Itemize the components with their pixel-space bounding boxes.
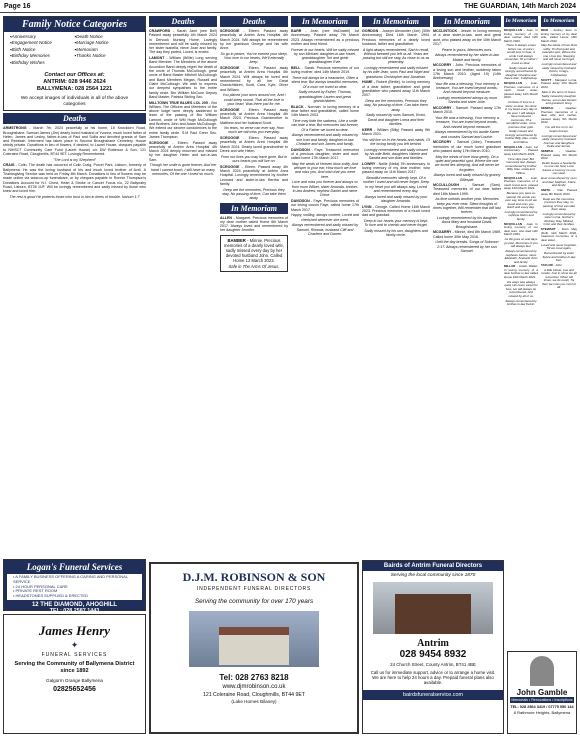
notice-entry: DAVIDSON - Faye. Treasured memories of a precious daughter, sister and aunt, called home 17th March 2017. xyxy=(291,147,359,161)
henry-logo-icon: ✦ xyxy=(70,640,79,650)
memoriam-heading-4: In Memoriam xyxy=(291,16,359,27)
notice-entry: SCROGGIE - Eileen. Passed away 4th March 2024 peacefully at Antrim Area Hospital. Lovingly remembered by brother Leonard and sister-in-law Bertha and family. xyxy=(220,164,288,186)
notice-verse: Always remembered by nephews James, niece Elizabeth, husband John and family. xyxy=(504,249,538,264)
notice-entry: SEMPLE - Heather. Precious memories of a dear wife and mother, passed away 9th March 2022. xyxy=(541,106,577,125)
notice-entry: MCQUILLAN - Joan. In loving memory of my dear mother, died 12th March 2023. xyxy=(504,28,538,43)
notice-verse: Ever remembered by mum and dad, Stephen, Claire and family. xyxy=(541,176,577,188)
bairds-phone: 028 9454 8932 xyxy=(399,649,467,660)
column-4 xyxy=(291,16,359,559)
notice-entry: LYNN - George. Called Home 16th March 2023. Precious memories of a much loved dad and grandad. xyxy=(362,204,430,218)
ballymena-phone: 028 2564 1221 xyxy=(74,86,113,93)
notice-verse: Lovingly remembered and sadly missed by husband Norman and daughters Kellie and Jennie. xyxy=(541,133,577,149)
notice-entry: BELL - Sarah. Precious memories of our loving mother, died 14th March 2019. xyxy=(291,66,359,75)
notice-verse: The rest is good He protects those who trust in him in times of trouble. Nahum 1:7 xyxy=(9,194,140,199)
notice-verse: Remembered by sister Sylvia and brother-in-law Ken. xyxy=(542,251,576,263)
notice-verse: Deep are the memories, Precious they stay, No passing of time, Can take them away. xyxy=(364,99,428,112)
bairds-web: bairdsfuneralservice.com xyxy=(363,690,503,700)
logans-service-item: • HEADSTONES SUPPLIED & ERECTED xyxy=(13,593,88,599)
category-item: ▪ Birth Notice xyxy=(10,47,75,53)
deaths-heading-2: Deaths xyxy=(149,16,217,27)
notice-verse: Safe in the arms of Jesus. xyxy=(541,89,577,94)
notice-verse: A tribute of love to a sister so dear, So close in my heart every day of the year. I will always have treasured memories, Of a wonderful sister, more precious than gold. xyxy=(504,100,537,129)
notice-verse: Deep are the memories, Precious they stay, No passing of time, Can take them away. xyxy=(222,187,286,201)
logans-ad xyxy=(3,559,146,614)
notice-entry: MCGARRY - Minnie, died 8th March 1989. Called home 30th May 2016. xyxy=(433,230,501,239)
notice-verse: Lovingly remembered by his daughter Anna Mary and husband David, Broughshane. xyxy=(436,216,498,229)
notice-verse: May the winds of love blow gently, On a quiet and peaceful spot, Where the one we loved lies sleeping, And will never be forgotten. xyxy=(434,154,500,172)
notice-verse: Sadly missed by sons Samuel, Erwin, David and daughter Lorna and their families. xyxy=(366,113,426,126)
notice-verse: Because you were so special, No words can ever say, How much we loved and miss you, Each and every day. xyxy=(505,191,537,210)
notice-entry: MCQUILLAN - Joan. In loving memory of our dear aunt, who died 12th March 2023. xyxy=(504,221,538,237)
notice-entry: LAMONT - William (Willie) Long serving Band Member. The Members of the above Accordion Band deeply regret the death of the uncle of Thomas McCullough, great uncle of Band Master Mitchell McCullough and Band Members Megan, Russell and Claire McCullough. We wish to express our deepest sympathies to the entire family circle. Bro William McCune Deputy Band Master, Patricia Stirling Sec. xyxy=(149,56,217,99)
deaths-list xyxy=(3,126,146,199)
notice-verse: Sadly missed by Esther, Thomas, granddaughter Lauren and great grandchildren. xyxy=(298,90,352,104)
notice-verse: Lovingly remembered and sadly missed by husband Kelvin, Craigs, Cullybackey. xyxy=(541,62,577,77)
notice-entry: ARMSTRONG - March 7th, 2024 peacefully at his home, 15 Knocklorn Road, Broughshane, Samuel James (Jim) dearly loved husband of Yvonne, much loved father of Helen, James and Lesley, father-in-law of Paul and Soilla and devoted granda of Sam and Rebekah. Interment has taken place in Second Broughshane Cemetery. House strictly private. Donations in lieu of flowers, if desired, to Laurel House, cheques payable to NIHSCT Community Care Fund (Laurel House) c/o DW Robinson & Son, 121 Coleraine Road, Cloughmills, BT44 9ET. Lovingly Remembered. xyxy=(3,126,146,156)
category-item: ▪ Engagement Notice xyxy=(10,40,75,46)
deaths-heading-3: Deaths xyxy=(220,16,288,27)
contact-block: Contact our Offices at: ANTRIM: 028 9446 2624 BALLYMENA: 028 2564 1221 xyxy=(36,72,113,93)
category-item: ▪ Anniversary xyxy=(10,34,75,40)
notice-verse: Always remembered by brother-in-law Kelvin. xyxy=(505,298,537,307)
notice-verse: Lovingly remembered always by mum Sandra and sister Julie. xyxy=(436,96,498,105)
column-2 xyxy=(149,16,217,559)
robinson-web: www.djmrobinson.co.uk xyxy=(222,684,286,690)
notice-entry: SCOTT - Margaret Lorna. Passed away 17th March 2023. xyxy=(541,77,577,89)
robinson-photo xyxy=(189,611,319,667)
column-3 xyxy=(220,16,288,559)
memoriam-heading-7: In Memoriam xyxy=(504,16,538,27)
notice-entry: LOWRY - Nellie (Nelia) 7th anniversary. In loving memory of my dear mother, who passed away on 11th March 2017. xyxy=(362,161,430,175)
notice-verse: A little tribute, true and tender, Just to show we all remember. When old times, we do recall, Tis then we miss you most of all. xyxy=(541,267,577,290)
category-item: ▪ Memoriam xyxy=(75,47,140,53)
notice-entry: SCROGGIE - Eileen. Passed away peacefully at Antrim Area Hospital 4th March 2024. Precious Grandmother to Matthew and her husband Scott. xyxy=(220,107,288,125)
notice-verse: Your life was a blessing, Your memory a treasure, You are loved beyond words, And missed beyond measure. xyxy=(435,116,499,129)
notice-verse: As time unfolds another year, Memories keep you ever near, Silent thoughts of times together, Will remember that will last forever. xyxy=(433,197,501,215)
notice-entry: MCCORRY - Samuel. Passed away 17th March 2010. xyxy=(433,106,501,115)
notice-verse: Beautiful memories silently kept, Of a mother I loved and will never forget. Deep in my heart you will always stay, Loved and remembered every day. xyxy=(362,176,430,193)
notice-verse: May the winds of love blow softly, On that quiet and peaceful spot, Where the one I love lies, Sleeping and will never be forgot. xyxy=(541,43,577,62)
paper-title: THE GUARDIAN, 14th March 2024 xyxy=(463,2,576,10)
notice-verse: As life goes on and days go past, Memories of you will always last. xyxy=(504,237,538,249)
notice-verse: Love and miss you forever and always xx from mum Wilber, sister Amanda, brother-in-law Andrew, nephew Daniel and niece Chloe. xyxy=(291,180,359,198)
notice-verse: Deep are the memories, precious they stay, no passing of time can take them away. xyxy=(542,196,576,212)
memoriam-heading-6: In Memoriam xyxy=(433,16,501,27)
category-item: ▪ Death Notice xyxy=(75,34,140,40)
logans-tel: TEL: 028 2587 1443 xyxy=(49,607,100,614)
gamble-ad: John Gamble Memorials • Renovations • Inscriptions TEL: 028 2564 3419 / 07775 950 144 8 Rathmore Heights, Ballymena xyxy=(507,651,577,734)
column-8 xyxy=(541,16,577,648)
notice-verse: You will live on In our hearts forever. xyxy=(544,125,574,133)
category-item: ▪ Thanks Notice xyxy=(75,53,140,59)
bairds-photo xyxy=(373,582,493,634)
image-note: We accept images of individuals in all of the above categories xyxy=(20,96,129,107)
notice-verse: May the winds of Heaven blow softly, And whisper in your ear, How much we love and miss you, And wish that you were here. xyxy=(291,161,359,179)
column-7 xyxy=(504,16,538,648)
notice-verse: Forever in our hearts. Will be sadly missed by son Michael, daughter-in-law Hazel, granddaughter Tori and great granddaughter Evie. xyxy=(291,47,359,65)
bairds-town: Antrim xyxy=(417,638,449,649)
robinson-name: D.J.M. ROBINSON & SON xyxy=(182,570,326,584)
logans-title: Logan's Funeral Services xyxy=(26,562,123,572)
notice-verse: Lovingly remembered by nephew Glenn and family. xyxy=(504,209,538,221)
column-1 xyxy=(3,16,146,559)
deaths-list-3 xyxy=(220,29,288,201)
notice-verse: Though her smile is gone forever, And her hand I cannot touch, I still have so many memories, Of the one I loved so much. xyxy=(149,163,217,177)
notice-verse: There will always be a heartache, Often a silent tear, But always beautiful memories, Of a mum we loved so dear. xyxy=(291,76,359,89)
robinson-ad: D.J.M. ROBINSON & SON INDEPENDENT FUNERAL DIRECTORS Serving the community for over 170 years Tel: 028 2763 8218 www.djmrobinson.co.uk 121 Coleraine Road, Cloughmills, BT44 9ET (Lake Homes Bilaney) xyxy=(149,562,359,734)
notice-entry: SCROGGIE - Eileen. Passed away peacefully at Antrim Area Hospital 4th March 2024. Will always be remembered by her grandson George and his wife Anne. xyxy=(220,29,288,51)
family-notice-box xyxy=(3,16,146,111)
notice-verse: You still live on in the hearts and minds, Of the loving family you left behind. xyxy=(362,137,430,146)
memoriam-heading-3: In Memoriam xyxy=(220,203,288,214)
bamber-notice: BAMBER - Minnie. Precious memories of a dearly loved wife, sadly missed every day by her devoted husband John. Called Home 12 March 2023. Safe in The Arms Of Jesus. xyxy=(220,235,288,272)
notice-verse: Always remembered and sadly missed by Samuel, Rhonda, husband Cliff and Charlene and Darren. xyxy=(291,223,359,236)
notice-entry: CRAIG - Colin. The death has occurred of Colin Craig, Purcel Park, Lisburn, formerly of Ballymena. He was the loving husband of Iris and much loved brother of Avril. A Thanksgiving Service was held on Friday 8th March. Donations in lieu of flowers may be made online via www.co-op funeralcare, or by cheques payable to Ronnie Thompson's Donations Account for N.I. Chest, Heart & Stroke or Cancer Focus c/o, 22 Ballynahy Road, Lisburn, BT28 1UF. Will be lovingly remembered and sadly missed by those who knew and loved him. xyxy=(3,163,146,194)
notice-entry: MCQUILLAN - Joan. Precious memories of a much loved sister, passed away 12th March 2023. xyxy=(504,81,538,100)
bairds-ad: Bairds of Antrim Funeral Directors Serving the local community since 1870 Antrim 028 9454 8932 24 Church Street, County Antrim, BT41 4BE Call us for immediate support, advice or to arrange a home visit. We are here to help 24 hours a day. Prepaid funeral plans also available. bairdsfuneralservice.com xyxy=(362,560,504,734)
notice-verse: Lovingly remembered by sister Lorna, brother's Rodney, Ray, Mildred, Colin and their families. xyxy=(542,211,576,227)
notice-verse: Time may hide the sadness, Like a smile can hide a tear, But memories last forever, Of a Father we loved so dear. xyxy=(291,118,359,132)
notice-verse: Sadly missed and lovingly remembered by brother Billy, Rae, Linda and Wilma. xyxy=(505,129,537,144)
deaths-heading: Deaths xyxy=(3,113,146,124)
henry-name: James Henry xyxy=(38,623,111,638)
gamble-name: John Gamble xyxy=(516,688,568,697)
notice-entry: MCCRORY - Samuel (John). Treasured memories of our much loved grandson who passed away 17th March 2010. xyxy=(433,140,501,153)
notice-entry: MCCULLOUGH - Samuel (Sam). Treasured memories of our dear father died 18th March 1999. xyxy=(433,183,501,196)
notice-entry: MCCORRY - John. Precious memories of a loving son and brother, suddenly taken 17th March 2010. (Aged 19) (14th Anniversary) xyxy=(433,63,501,81)
james-henry-ad: James Henry ✦ FUNERAL SERVICES Serving the Community of Ballymena District since 1892 Galgorm Grange Ballymena 02825652456 xyxy=(3,614,146,734)
notice-verse: Lovingly remembered and sadly missed by his wife Jean, sons Paul and Nigel and grandsons Christopher and Jonathan. xyxy=(362,66,430,79)
category-item: ▪ Birthday Memories xyxy=(10,53,75,59)
logans-service-item: • 24 HOUR PERSONAL CARE xyxy=(13,583,68,589)
gamble-logo-icon xyxy=(530,656,554,686)
notice-verse: A light always remembered, Sad to recall, Without farewell you left us all. Years are passing but still we stay, As close to us as yesterday. xyxy=(362,47,430,65)
notice-entry: STEWART - Doris May (Doll). 11th March 2020, treasured memories of a dear sister. xyxy=(541,227,577,242)
notice-verse: Sadly missed by his son, daughters and family circle. xyxy=(364,228,428,238)
notice-entry: BARR - Jean (nee McDowell) 1st Anniversary. Passed away 7th March 2023. Always remembered as a precious mother and best friend. xyxy=(291,29,359,46)
notice-verse: Happy, smiling, always content, Loved and cherished wherever she went. xyxy=(291,213,359,222)
notice-entry: SMITH - Dan. Passed away 9th March 2023. xyxy=(541,188,577,196)
henry-phone: 02825652456 xyxy=(53,686,96,693)
notice-entry: SCROGGIE - Eileen. Passed away peacefully at Antrim Area Hospital 4th March 2024. Will always be loved and remembered by all her Great Grandchildren, Scott, Cara, Kyle, Oliver and William. xyxy=(220,66,288,92)
notice-verse: Lovingly remembered and sadly missed by his wife Beth, daughters Valerie and Sandra and son Alan and families. xyxy=(364,147,428,161)
notice-entry: DAVIDSON - Faye. Precious memories of our loving cousin Faye, called home 17th March 2017. xyxy=(291,198,359,212)
notice-entry: BLACK - Norman. In loving memory of a dear father and grandfather, called home 14th March 2003. xyxy=(291,104,359,118)
logans-address: 12 THE DIAMOND, AHOGHILL xyxy=(31,601,118,608)
memoriam-heading-8: In Memoriam xyxy=(541,16,577,27)
column-5 xyxy=(362,16,430,559)
notice-entry: MCQUILLAN - Joan. 1st Anniversary. Passed away 12th March 2023. xyxy=(504,144,538,156)
memoriam-list-3 xyxy=(220,216,288,233)
notice-entry: CRAWFORD - Sarah Jane (nee Bell) Passed away peacefully 4th March 2024 in Dervock Nursing Home, Lovingly remembered and will be sadly missed by her sister Isabella, niece Joan and family. The day they parted, Loved, is ended. xyxy=(149,29,217,55)
notice-verse: Peace is yours, Memories ours. xyxy=(441,47,493,52)
memoriam-heading-5: In Memoriam xyxy=(362,16,430,27)
notice-entry: MCCLINTOCK - Jessie. In loving memory of a dear sister-in-law, aunt and great aunt, who passed away on the 10th March 2017. xyxy=(433,29,501,46)
notice-verse: No tears, no verse can ever say, How much we will miss you everyday. xyxy=(224,126,284,135)
robinson-tel: Tel: 028 2763 8218 xyxy=(219,673,289,682)
notice-verse: Your life was a blessing, Your memory a treasure, You are loved beyond words, And missed beyond measure. xyxy=(435,81,499,95)
notice-verse: You placed your arms around me, And I could sleep sound. That all the love in your heart, Was there just for me. xyxy=(222,93,286,106)
notice-verse: Always remembered by her sister-in-law Maisie and family. xyxy=(435,53,499,62)
logans-service-item: • PRIVATE REST ROOM xyxy=(13,588,58,594)
notice-entry: SCROGGIE - Eileen. Passed away peacefully at Antrim Area Hospital 4th March 2024. Dearly loved grandmother to Derek and wife Helen. xyxy=(220,136,288,154)
notice-verse: Until the day breaks. Songs of Solomon 2:17. Always remembered by her son Samuel. xyxy=(435,240,499,253)
notice-entry: GORDON - Joseph Alexander (Joe) (30th Anniversary) Died 16th March 1994. Precious memories of a dearly loved husband, father and grandfather. xyxy=(362,29,430,46)
category-item: ▪ Marriage Notice xyxy=(75,40,140,46)
notice-verse: Death leaves a heartache no one can heal, Love leaves a memory no one can steal. xyxy=(541,160,577,176)
notice-entry: MCQUILLAN - Joan. Precious memories of a much loved aunt, passed away 12th March 2023. xyxy=(504,175,538,191)
notice-entry: MILLAR - Austin Walter. In loving memory of a dear brother-in-law called Home 10th March 2021. xyxy=(504,264,538,279)
notice-verse: Deep in our hearts your memory is kept, To love and to cherish and never forget. xyxy=(364,218,428,228)
notice-verse: Time slips past, But memories last. Always remembered by brother Billy, Rae, Linda and Wilma. xyxy=(505,156,537,175)
notice-verse: Loved and never forgotten, Till we meet again. xyxy=(541,242,577,251)
notice-entry: ALLEN - Margaret. Precious memories of my dear mother called Home 6th March 2017. Always loved and remembered by her daughter Jennifer. xyxy=(220,215,288,233)
deaths-list-2 xyxy=(149,29,217,176)
notice-entry: MILLTOWN TRUE BLUES LOL 205 - Bro William. The Officers and Members of the above lodge were deeply saddened to learn of the passing of Bro William Lamont, uncle of WM Hugh McCullough and Brothers John and Adam McCullough. We extend our sincere condolences to the entire family circle. S.M Paul Greer Sec. James Thompson xyxy=(149,100,217,139)
notice-entry: TAYLOR - John. xyxy=(541,263,563,268)
notice-verse: Sadly missed by daughter Denise, son-in-law Derwin and grandson Greg. xyxy=(541,94,577,106)
family-notice-title: Family Notice Categories xyxy=(4,17,145,32)
notice-verse: Sadly missed and lovingly remembered by daughter Charlene and fiance Alec, Cullybackey. xyxy=(504,65,538,81)
notice-verse: Always remembered by his auntie Karen and cousins Samuel and Louise. xyxy=(434,130,500,139)
notice-entry: REID - Audrey Jean. In loving memory of my dear wife, called Home 16th March 2012. xyxy=(541,28,577,43)
page-number: Page 16 xyxy=(4,2,31,10)
notice-entry: SEMPLE - Heather. Passed away 9th March 2022. xyxy=(541,149,577,161)
antrim-phone: 028 9446 2624 xyxy=(68,79,106,86)
notice-verse: So go in peace, You've earned your sleep, Your love in our hearts, We'll eternally keep. xyxy=(220,51,288,65)
notice-verse: There is always a face before me, A voice I would love to hear, A smile I will always remember, Of a mother I loved so dear. xyxy=(504,43,538,65)
notice-verse: Always loved and sadly missed by your daughter Amanda. xyxy=(364,194,428,203)
page-header xyxy=(0,0,580,13)
column-6 xyxy=(433,16,501,559)
logans-service-item: • A FAMILY BUSINESS OFFERING A CARING AND PERSONAL SERVICE xyxy=(13,574,128,584)
notice-verse: Always remembered and sadly missed by son Ivan and family, daughter-in-law Christine and son James and family. xyxy=(291,133,359,146)
category-item: ▪ Birthday Wishes xyxy=(10,60,75,66)
notice-verse: Always loved and sadly missed by granny Gillespie. xyxy=(433,173,501,182)
notice-verse: His ways was always quiet, His never cared for fuss, He will always be remembered, And missed by all of us. xyxy=(504,279,538,298)
notice-entry: KERR - William (Billy) Passed away 9th March 2021. xyxy=(362,127,430,136)
category-list xyxy=(4,32,145,68)
bairds-name: Bairds of Antrim Funeral Directors xyxy=(363,561,503,571)
notice-entry: HUME - Robert (Bertie). In loving memory of a dear father, grandfather and great grandfather who passed away 11th March 2007. xyxy=(362,80,430,98)
notice-verse: From our lives you may have gone, But in ours hearts you will live on. xyxy=(220,154,288,164)
gamble-tel: TEL: 028 2564 3419 / 07775 950 144 xyxy=(510,705,574,709)
notice-verse: "The Lord is my Shepherd" xyxy=(53,157,96,162)
notice-entry: SCROGGIE - Eileen. Passed away peacefully at Antrim Area Hospital 4th March 2024 deeply mourned and missed by her daughter Helen and son-in-law Sam. xyxy=(149,140,217,162)
